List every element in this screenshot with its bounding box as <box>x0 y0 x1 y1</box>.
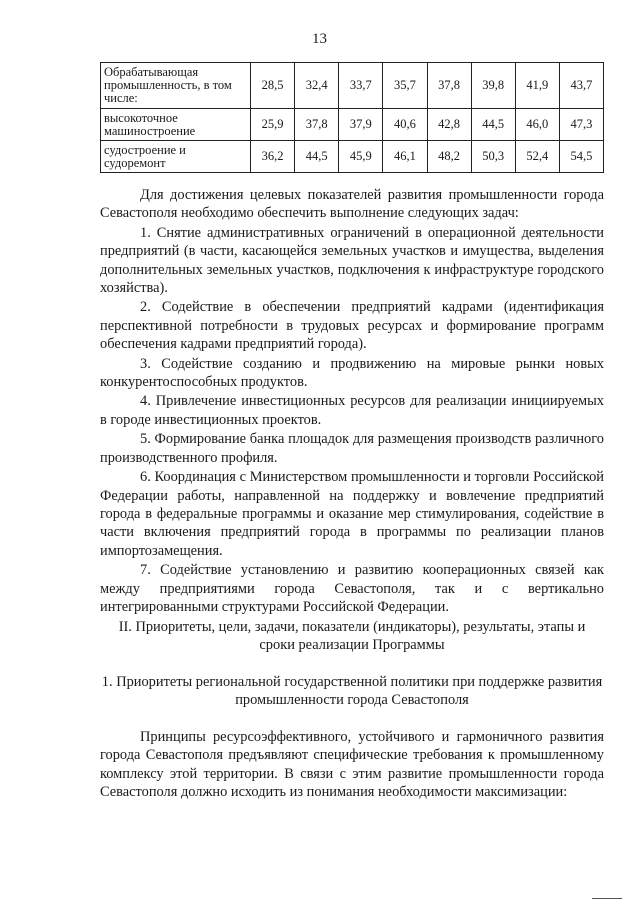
task-item: 6. Координация с Министерством промышленности и торговли Российской Федерации работы, направленной на поддержку и вовлечение предприятий города в федеральные программы и оказание мер стимулирования, содействие в части включения предприятий города в программы по реализации планов импортозамещения. <box>100 469 604 559</box>
task-item: 5. Формирование банка площадок для размещения производств различного производственного профиля. <box>100 431 604 466</box>
table-cell: 54,5 <box>559 141 603 173</box>
page-edge-mark <box>592 898 622 899</box>
table-cell: 46,1 <box>383 141 427 173</box>
table-cell: 25,9 <box>251 109 295 141</box>
row-label: высокоточное машиностроение <box>101 109 251 141</box>
table-cell: 40,6 <box>383 109 427 141</box>
table-cell: 47,3 <box>559 109 603 141</box>
task-item: 3. Содействие созданию и продвижению на мировые рынки новых конкурентоспособных продуктов. <box>100 355 604 391</box>
table-cell: 45,9 <box>339 141 383 173</box>
table-cell: 36,2 <box>251 141 295 173</box>
table-row <box>101 63 604 109</box>
table-cell: 43,7 <box>559 63 603 109</box>
task-item: 2. Содействие в обеспечении предприятий кадрами (идентификация перспективной потребности в трудовых ресурсах и формирование программ обеспечения кадрами предприятий города). <box>100 299 604 353</box>
table-cell: 37,9 <box>339 109 383 141</box>
row-label: Обрабатывающая промышленность, в том числе: <box>101 63 251 109</box>
table-cell: 44,5 <box>295 141 339 173</box>
table-cell: 33,7 <box>339 63 383 109</box>
table-cell: 37,8 <box>295 109 339 141</box>
table-row <box>101 141 604 173</box>
closing-paragraph: Принципы ресурсоэффективного, устойчивого и гармоничного развития города Севастополя предъявляют специфические требования к промышленному комплексу этой территории. В связи с этим развитие промышленности города Севастополя должно исходить из понимания необходимости максимизации: <box>100 729 604 801</box>
table-cell: 35,7 <box>383 63 427 109</box>
section-heading: II. Приоритеты, цели, задачи, показатели (индикаторы), результаты, этапы и сроки реализации Программы <box>118 619 586 654</box>
table-cell: 32,4 <box>295 63 339 109</box>
table-cell: 41,9 <box>515 63 559 109</box>
table-cell: 37,8 <box>427 63 471 109</box>
table-row <box>101 109 604 141</box>
table-cell: 50,3 <box>471 141 515 173</box>
table-cell: 46,0 <box>515 109 559 141</box>
table-cell: 39,8 <box>471 63 515 109</box>
task-item: 7. Содействие установлению и развитию кооперационных связей как между предприятиями города Севастополя, так и с вертикально интегрированными структурами Российской Федерации. <box>100 562 604 615</box>
task-item: 4. Привлечение инвестиционных ресурсов для реализации инициируемых в городе инвестиционных проектов. <box>100 393 604 428</box>
body-text <box>100 186 604 617</box>
intro-paragraph: Для достижения целевых показателей развития промышленности города Севастополя необходимо обеспечить выполнение следующих задач: <box>100 187 604 222</box>
table-cell: 52,4 <box>515 141 559 173</box>
subsection-heading: 1. Приоритеты региональной государственной политики при поддержке развития промышленности города Севастополя <box>101 674 603 709</box>
page-number: 13 <box>312 31 327 47</box>
table-cell: 48,2 <box>427 141 471 173</box>
closing-text <box>100 728 604 802</box>
task-item: 1. Снятие административных ограничений в операционной деятельности предприятий (в части, касающейся земельных участков и имущества, выделения дополнительных земельных участков, подключения к инфраструктуре городского хозяйства). <box>100 224 604 297</box>
row-label: судостроение и судоремонт <box>101 141 251 173</box>
table-cell: 42,8 <box>427 109 471 141</box>
table-cell: 28,5 <box>251 63 295 109</box>
indicator-table <box>100 62 604 173</box>
table-cell: 44,5 <box>471 109 515 141</box>
